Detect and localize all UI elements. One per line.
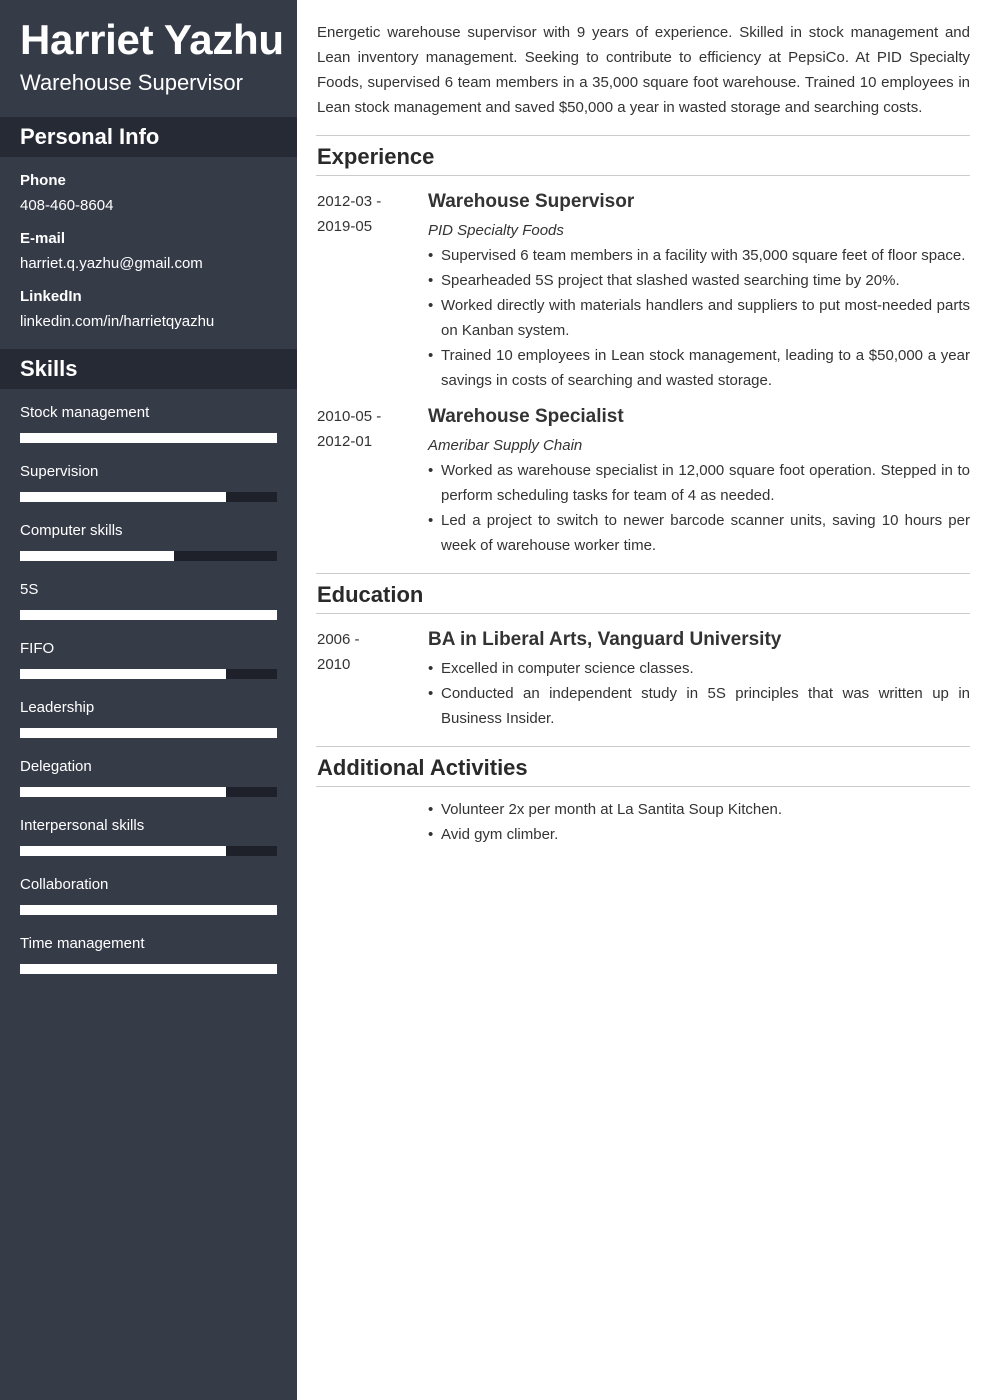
skill-bar-fill: [20, 846, 226, 856]
skill-item: [20, 462, 277, 521]
skill-name: 5S: [20, 581, 39, 598]
personal-info-heading: Personal Info: [0, 117, 297, 157]
job-bullets: [428, 458, 970, 558]
skill-name: Interpersonal skills: [20, 817, 145, 834]
divider: [316, 135, 970, 136]
experience-heading: Experience: [317, 144, 435, 169]
skill-item: [20, 521, 277, 580]
job-date-end: 2019-05: [317, 218, 373, 235]
job-bullets: [428, 243, 970, 393]
divider: [316, 613, 970, 614]
skill-bar: [20, 964, 277, 974]
skill-item: [20, 875, 277, 934]
linkedin-label: LinkedIn: [20, 288, 82, 305]
list-item: • Led a project to switch to newer barcode scanner units, saving 10 hours per week of warehouse worker time.: [428, 508, 970, 558]
divider: [316, 746, 970, 747]
list-item: • Conducted an independent study in 5S principles that was written up in Business Insider.: [428, 681, 970, 731]
job-company: PID Specialty Foods: [428, 222, 564, 239]
skill-item: [20, 580, 277, 639]
phone-label: Phone: [20, 172, 66, 189]
skills-heading: Skills: [0, 349, 297, 389]
job-title: Warehouse Supervisor: [428, 191, 635, 212]
linkedin-value: linkedin.com/in/harrietqyazhu: [20, 313, 215, 330]
job-date-start: 2012-03 -: [317, 193, 382, 210]
skill-bar-fill: [20, 964, 277, 974]
skill-bar: [20, 787, 277, 797]
skill-bar-fill: [20, 728, 277, 738]
list-item: • Excelled in computer science classes.: [428, 656, 970, 681]
skill-name: Collaboration: [20, 876, 109, 893]
skill-name: Delegation: [20, 758, 92, 775]
job-date-end: 2012-01: [317, 433, 373, 450]
skill-bar: [20, 610, 277, 620]
divider: [316, 175, 970, 176]
email-value: harriet.q.yazhu@gmail.com: [20, 255, 203, 272]
list-item: • Worked as warehouse specialist in 12,000 square foot operation. Stepped in to perform scheduling tasks for team of 4 as needed.: [428, 458, 970, 508]
activities-heading: Additional Activities: [317, 755, 528, 780]
sidebar: [0, 0, 297, 1400]
skill-item: [20, 816, 277, 875]
skill-bar-fill: [20, 551, 174, 561]
main-content: [317, 0, 970, 1400]
skill-name: Stock management: [20, 404, 150, 421]
skill-item: [20, 639, 277, 698]
list-item: • Supervised 6 team members in a facility with 35,000 square feet of floor space.: [428, 243, 970, 268]
education-heading: Education: [317, 582, 424, 607]
skill-bar: [20, 492, 277, 502]
skill-item: [20, 934, 277, 993]
skill-bar: [20, 551, 277, 561]
skill-bar-fill: [20, 433, 277, 443]
skill-bar-fill: [20, 905, 277, 915]
job-title: Warehouse Specialist: [428, 406, 624, 427]
divider: [316, 786, 970, 787]
list-item: • Trained 10 employees in Lean stock management, leading to a $50,000 a year savings in costs of searching and wasted storage.: [428, 343, 970, 393]
job-date: [317, 189, 417, 239]
list-item: • Avid gym climber.: [428, 822, 970, 847]
skill-name: Leadership: [20, 699, 95, 716]
candidate-name: Harriet Yazhu: [20, 16, 284, 63]
education-date-end: 2010: [317, 656, 351, 673]
skill-bar-fill: [20, 669, 226, 679]
education-date: [317, 627, 417, 677]
summary-text: Energetic warehouse supervisor with 9 years of experience. Skilled in stock management and Lean inventory management. Seeking to contribute to efficiency at PepsiCo. At PID Specialty Foods, supervised 6 team members in a 35,000 square foot warehouse. Trained 10 employees in Lean stock management and saved $50,000 a year in wasted storage and searching costs.: [317, 24, 970, 116]
education-date-start: 2006 -: [317, 631, 360, 648]
candidate-title: Warehouse Supervisor: [20, 70, 243, 95]
job-company: Ameribar Supply Chain: [428, 437, 583, 454]
activities-bullets: [428, 797, 970, 847]
phone-value: 408-460-8604: [20, 197, 114, 214]
skill-bar: [20, 905, 277, 915]
skill-item: [20, 698, 277, 757]
education-degree: BA in Liberal Arts, Vanguard University: [428, 629, 782, 650]
skill-bar: [20, 669, 277, 679]
skill-name: Time management: [20, 935, 145, 952]
skill-bar: [20, 846, 277, 856]
skill-bar: [20, 433, 277, 443]
skill-bar-fill: [20, 787, 226, 797]
job-date-start: 2010-05 -: [317, 408, 382, 425]
skill-bar: [20, 728, 277, 738]
list-item: • Volunteer 2x per month at La Santita Soup Kitchen.: [428, 797, 970, 822]
skill-bar-fill: [20, 492, 226, 502]
divider: [316, 573, 970, 574]
skill-name: FIFO: [20, 640, 55, 657]
email-label: E-mail: [20, 230, 66, 247]
skill-item: [20, 403, 277, 462]
skill-item: [20, 757, 277, 816]
education-bullets: [428, 656, 970, 731]
skill-name: Computer skills: [20, 522, 123, 539]
job-date: [317, 404, 417, 454]
list-item: • Spearheaded 5S project that slashed wasted searching time by 20%.: [428, 268, 970, 293]
skill-bar-fill: [20, 610, 277, 620]
skill-name: Supervision: [20, 463, 99, 480]
list-item: • Worked directly with materials handlers and suppliers to put most-needed parts on Kanban system.: [428, 293, 970, 343]
